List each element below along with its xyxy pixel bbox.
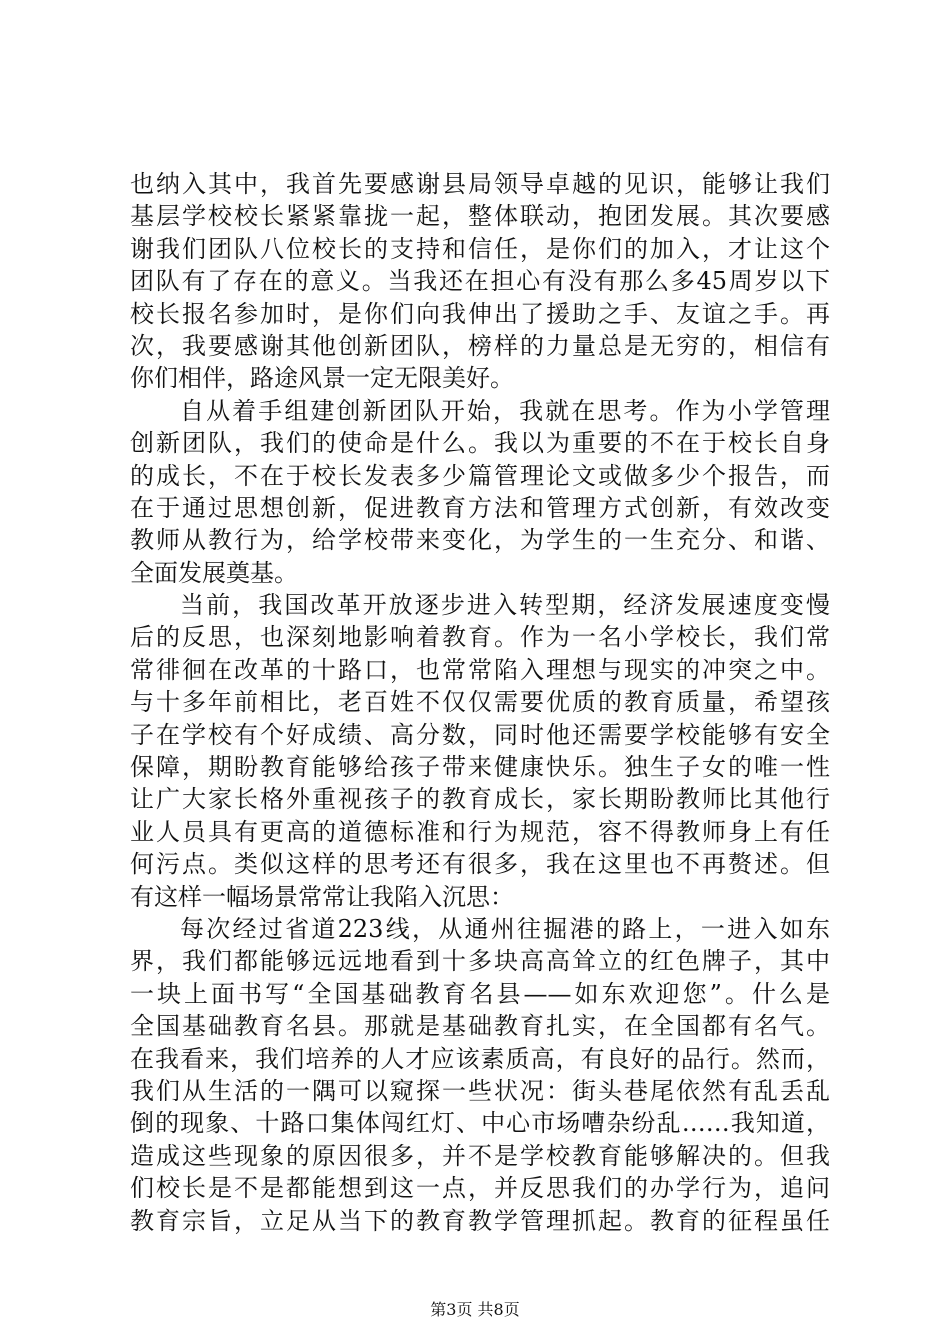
text-line: 全国基础教育名县。那就是基础教育扎实，在全国都有名气。 xyxy=(130,1012,830,1041)
text-line: 你们相伴，路途风景一定无限美好。 xyxy=(130,364,514,393)
text-line: 在我看来，我们培养的人才应该素质高，有良好的品行。然而， xyxy=(130,1044,830,1073)
text-line: 业人员具有更高的道德标准和行为规范，容不得教师身上有任 xyxy=(130,817,830,846)
text-line: 我们从生活的一隅可以窥探一些状况：街头巷尾依然有乱丢乱 xyxy=(130,1076,830,1105)
text-line: 校长报名参加时，是你们向我伸出了援助之手、友谊之手。再 xyxy=(130,299,830,328)
text-line: 与十多年前相比，老百姓不仅仅需要优质的教育质量，希望孩 xyxy=(130,688,830,717)
text-line: 教育宗旨，立足从当下的教育教学管理抓起。教育的征程虽任 xyxy=(130,1206,830,1235)
text-line: 创新团队，我们的使命是什么。我以为重要的不在于校长自身 xyxy=(130,429,830,458)
text-line: 团队有了存在的意义。当我还在担心有没有那么多45周岁以下 xyxy=(130,267,830,296)
text-line: 让广大家长格外重视孩子的教育成长，家长期盼教师比其他行 xyxy=(130,785,830,814)
text-line: 基层学校校长紧紧靠拢一起，整体联动，抱团发展。其次要感 xyxy=(130,202,830,231)
text-line: 在于通过思想创新，促进教育方法和管理方式创新，有效改变 xyxy=(130,493,830,522)
page-number-footer: 第3页 共8页 xyxy=(430,1300,520,1319)
text-line: 界，我们都能够远远地看到十多块高高耸立的红色牌子，其中 xyxy=(130,947,830,976)
text-line: 保障，期盼教育能够给孩子带来健康快乐。独生子女的唯一性 xyxy=(130,753,830,782)
text-line: 谢我们团队八位校长的支持和信任，是你们的加入，才让这个 xyxy=(130,234,830,263)
text-line: 次，我要感谢其他创新团队，榜样的力量总是无穷的，相信有 xyxy=(130,331,830,360)
text-line: 教师从教行为，给学校带来变化，为学生的一生充分、和谐、 xyxy=(130,526,830,555)
text-line: 后的反思，也深刻地影响着教育。作为一名小学校长，我们常 xyxy=(130,623,830,652)
text-line: 倒的现象、十路口集体闯红灯、中心市场嘈杂纷乱……我知道， xyxy=(130,1109,830,1138)
paragraph-first-line: 自从着手组建创新团队开始，我就在思考。作为小学管理 xyxy=(180,396,830,425)
text-line: 也纳入其中，我首先要感谢县局领导卓越的见识，能够让我们 xyxy=(130,170,830,198)
text-line: 造成这些现象的原因很多，并不是学校教育能够解决的。但我 xyxy=(130,1141,830,1170)
text-line: 何污点。类似这样的思考还有很多，我在这里也不再赘述。但 xyxy=(130,850,830,879)
text-line: 全面发展奠基。 xyxy=(130,558,298,587)
text-line: 们校长是不是都能想到这一点，并反思我们的办学行为，追问 xyxy=(130,1174,830,1203)
text-line: 一块上面书写“全国基础教育名县——如东欢迎您”。什么是 xyxy=(130,979,830,1008)
text-line: 的成长，不在于校长发表多少篇管理论文或做多少个报告，而 xyxy=(130,461,830,490)
text-line: 有这样一幅场景常常让我陷入沉思： xyxy=(130,882,514,911)
text-line: 子在学校有个好成绩、高分数，同时他还需要学校能够有安全 xyxy=(130,720,830,749)
paragraph-first-line: 当前，我国改革开放逐步进入转型期，经济发展速度变慢 xyxy=(180,591,830,620)
document-body xyxy=(130,168,830,1237)
paragraph-first-line: 每次经过省道223线，从通州往掘港的路上，一进入如东 xyxy=(180,914,830,943)
text-line: 常徘徊在改革的十路口，也常常陷入理想与现实的冲突之中。 xyxy=(130,655,830,684)
